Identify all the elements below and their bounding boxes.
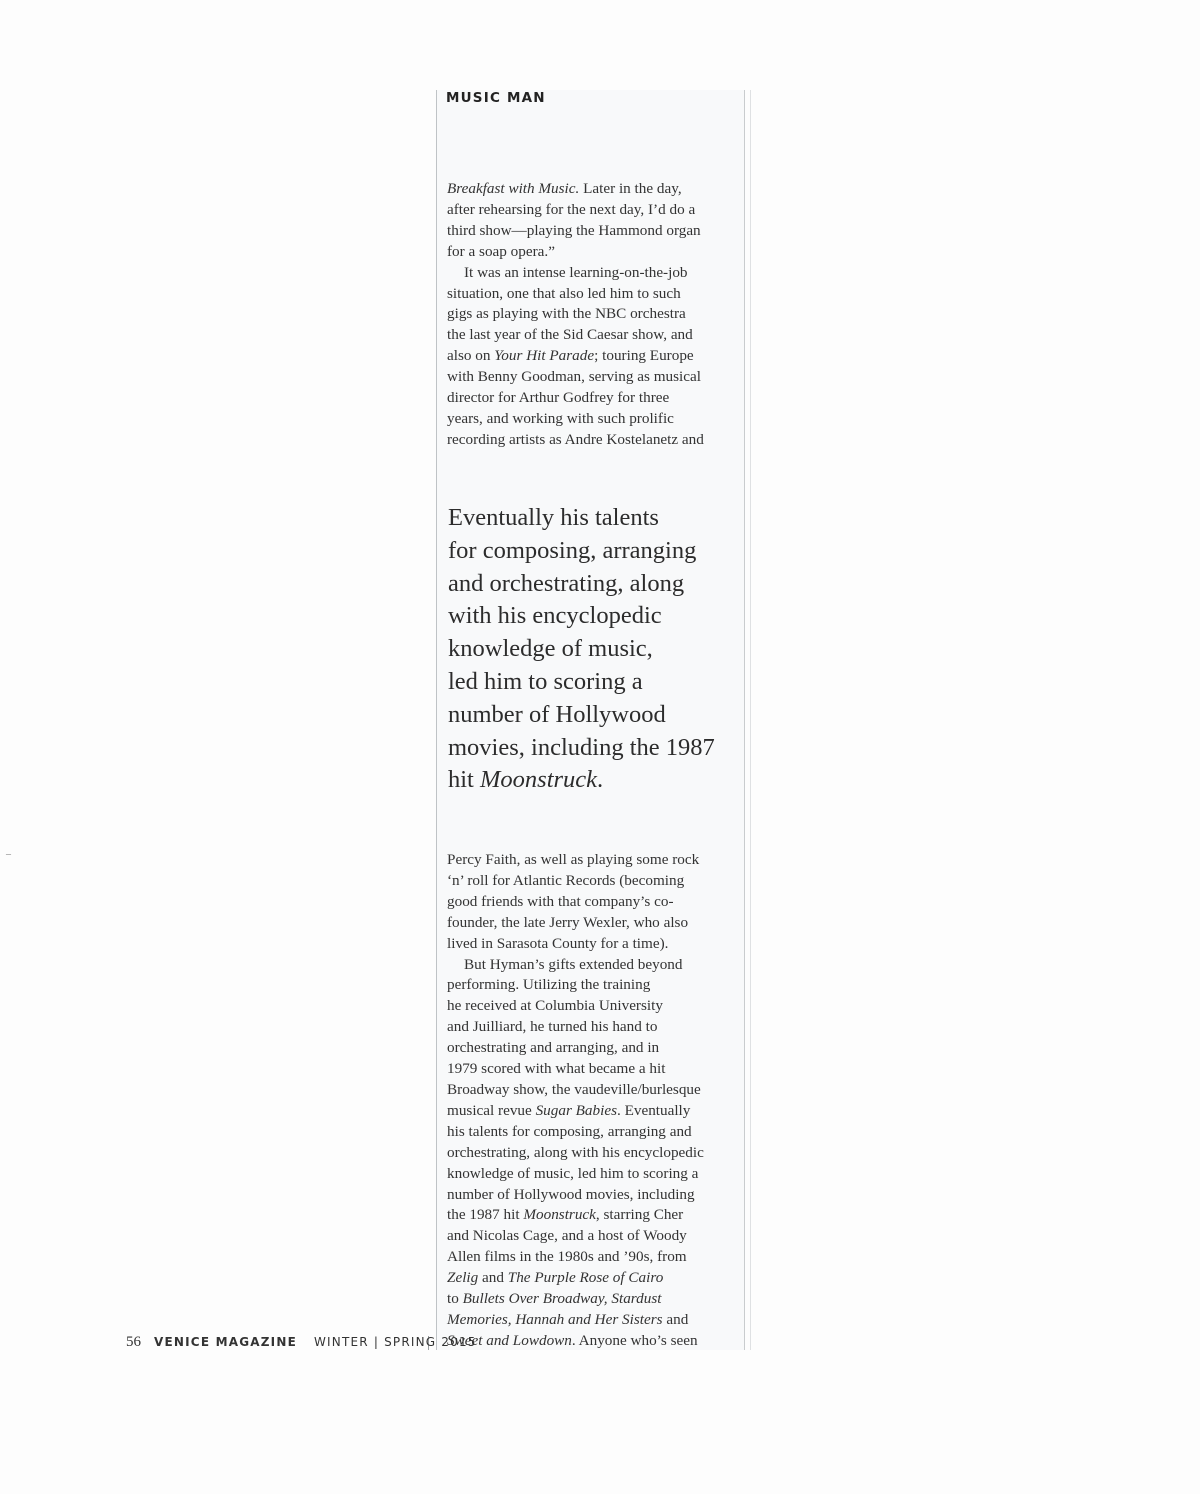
body-bottom-line	[447, 1226, 747, 1247]
body-bottom-line	[447, 1331, 747, 1352]
body-bottom-line	[447, 1122, 747, 1143]
body-bottom-line	[447, 871, 747, 892]
body-bottom-line	[447, 955, 747, 976]
body-bottom-line	[447, 1101, 747, 1122]
body-text-bottom	[447, 850, 747, 1352]
body-bottom-pre-text: But Hyman’s gifts extended beyond	[464, 955, 683, 973]
body-bottom-line	[447, 1289, 747, 1310]
body-top-line	[447, 325, 747, 346]
body-top-pre-text: It was an intense learning-on-the-job	[464, 263, 688, 281]
section-label: MUSIC MAN	[446, 90, 546, 106]
pull-quote-line	[448, 568, 748, 601]
pull-quote-pre-text: with his encyclopedic	[448, 602, 662, 630]
body-top-italic-text: Breakfast with Music.	[447, 180, 580, 197]
body-bottom-pre-text: Percy Faith, as well as playing some rock	[447, 851, 700, 868]
page-footer	[126, 1334, 477, 1351]
body-bottom-post-text: , starring Cher	[595, 1206, 684, 1224]
body-top-pre-text: situation, one that also led him to such	[447, 284, 681, 302]
body-bottom-line	[447, 1017, 747, 1038]
pull-quote-line	[448, 633, 748, 666]
body-bottom-italic-text: Sweet and Lowdown	[447, 1331, 572, 1349]
body-bottom-line	[447, 1247, 747, 1268]
body-bottom-italic-text: Memories, Hannah and Her Sisters	[447, 1310, 663, 1328]
pull-quote-pre-text: for composing, arranging	[448, 536, 697, 564]
body-top-post-text: ; touring Europe	[594, 347, 694, 365]
body-top-line	[447, 304, 747, 325]
body-top-line	[447, 409, 747, 430]
magazine-name: VENICE MAGAZINE	[154, 1335, 297, 1349]
body-bottom-line	[447, 996, 747, 1017]
body-bottom-line	[447, 1205, 747, 1226]
body-bottom-pre-text: musical revue	[447, 1101, 536, 1119]
body-bottom-line	[447, 1268, 747, 1289]
body-top-pre-text: the last year of the Sid Caesar show, and	[447, 326, 693, 344]
body-bottom-italic-text: Sugar Babies	[535, 1101, 617, 1119]
pull-quote-pre-text: Eventually his talents	[448, 504, 659, 531]
body-top-pre-text: also on	[447, 347, 495, 365]
body-bottom-line	[447, 1059, 747, 1080]
body-top-pre-text: recording artists as Andre Kostelanetz and	[447, 430, 704, 448]
body-bottom-line	[447, 1080, 747, 1101]
pull-quote-post-text: .	[597, 766, 604, 794]
body-top-italic-text: Your Hit Parade	[494, 347, 595, 365]
body-bottom-line	[447, 913, 747, 934]
scan-mark-icon: ‒	[6, 849, 11, 860]
body-bottom-italic-tail: The Purple Rose of Cairo	[507, 1269, 664, 1287]
page-number: 56	[126, 1334, 141, 1350]
pull-quote	[448, 502, 748, 797]
body-bottom-pre-text: his talents for composing, arranging and	[447, 1122, 692, 1140]
body-bottom-line	[447, 1310, 747, 1331]
body-bottom-pre-text: orchestrating, along with his encyclopedic	[447, 1143, 704, 1161]
body-bottom-line	[447, 1038, 747, 1059]
pull-quote-italic-text: Moonstruck	[480, 766, 598, 794]
body-bottom-post-text: . Anyone who’s seen	[571, 1331, 698, 1349]
pull-quote-line	[448, 600, 748, 633]
column-right-rule-outer	[750, 90, 751, 1350]
body-bottom-pre-text: orchestrating and arranging, and in	[447, 1039, 660, 1057]
body-top-pre-text: third show—playing the Hammond organ	[447, 221, 701, 239]
pull-quote-line	[448, 732, 748, 765]
body-bottom-pre-text: ‘n’ roll for Atlantic Records (becoming	[447, 871, 685, 889]
body-bottom-pre-text: to	[447, 1290, 463, 1308]
pull-quote-pre-text: and orchestrating, along	[448, 569, 685, 597]
body-bottom-pre-text: knowledge of music, led him to scoring a	[447, 1164, 699, 1182]
body-top-pre-text: director for Arthur Godfrey for three	[447, 389, 670, 407]
body-top-line	[447, 221, 747, 242]
body-bottom-line	[447, 1164, 747, 1185]
body-bottom-line	[447, 934, 747, 955]
pull-quote-line	[448, 502, 748, 535]
body-top-line	[447, 263, 747, 284]
body-top-line	[447, 179, 747, 200]
body-top-pre-text: after rehearsing for the next day, I’d do a	[447, 200, 696, 218]
pull-quote-line	[448, 764, 748, 797]
body-top-line	[447, 430, 747, 451]
body-bottom-pre-text: he received at Columbia University	[447, 997, 663, 1015]
pull-quote-pre-text: knowledge of music,	[448, 635, 653, 663]
body-top-line	[447, 346, 747, 367]
body-bottom-line	[447, 1143, 747, 1164]
body-text-top	[447, 179, 747, 451]
body-bottom-line	[447, 850, 747, 871]
body-bottom-post-text: and	[662, 1310, 689, 1328]
body-top-line	[447, 284, 747, 305]
body-top-line	[447, 200, 747, 221]
body-bottom-pre-text: the 1987 hit	[447, 1206, 524, 1224]
pull-quote-line	[448, 699, 748, 732]
body-bottom-pre-text: and Juilliard, he turned his hand to	[447, 1018, 658, 1036]
body-bottom-pre-text: Allen films in the 1980s and ’90s, from	[447, 1248, 687, 1266]
pull-quote-pre-text: number of Hollywood	[448, 700, 666, 728]
body-top-line	[447, 367, 747, 388]
body-top-post-text: Later in the day,	[579, 180, 682, 197]
body-bottom-pre-text: founder, the late Jerry Wexler, who also	[447, 913, 689, 931]
body-bottom-italic-text: Zelig	[447, 1269, 479, 1287]
body-top-pre-text: gigs as playing with the NBC orchestra	[447, 305, 686, 323]
body-bottom-pre-text: 1979 scored with what became a hit	[447, 1060, 666, 1078]
body-bottom-pre-text: performing. Utilizing the training	[447, 976, 651, 994]
body-bottom-pre-text: Broadway show, the vaudeville/burlesque	[447, 1080, 701, 1098]
body-bottom-pre-text: lived in Sarasota County for a time).	[447, 934, 669, 952]
body-top-pre-text: for a soap opera.”	[447, 242, 555, 260]
body-bottom-post-text: and	[478, 1269, 508, 1287]
pull-quote-pre-text: movies, including the 1987	[448, 733, 715, 761]
body-top-pre-text: years, and working with such prolific	[447, 409, 674, 427]
pull-quote-line	[448, 666, 748, 699]
pull-quote-pre-text: hit	[448, 766, 480, 794]
pull-quote-pre-text: led him to scoring a	[448, 667, 643, 695]
body-bottom-line	[447, 975, 747, 996]
body-bottom-pre-text: number of Hollywood movies, including	[447, 1185, 695, 1203]
body-bottom-post-text: . Eventually	[616, 1101, 691, 1119]
issue-label: WINTER | SPRING 2015	[313, 1335, 477, 1349]
body-top-line	[447, 242, 747, 263]
body-bottom-italic-text: Bullets Over Broadway, Stardust	[462, 1290, 662, 1308]
body-bottom-line	[447, 892, 747, 913]
body-top-pre-text: with Benny Goodman, serving as musical	[447, 368, 701, 386]
body-top-line	[447, 388, 747, 409]
pull-quote-line	[448, 535, 748, 568]
body-bottom-pre-text: and Nicolas Cage, and a host of Woody	[447, 1227, 687, 1245]
body-bottom-pre-text: good friends with that company’s co-	[447, 892, 674, 910]
body-bottom-italic-text: Moonstruck	[523, 1206, 596, 1224]
body-bottom-line	[447, 1185, 747, 1206]
